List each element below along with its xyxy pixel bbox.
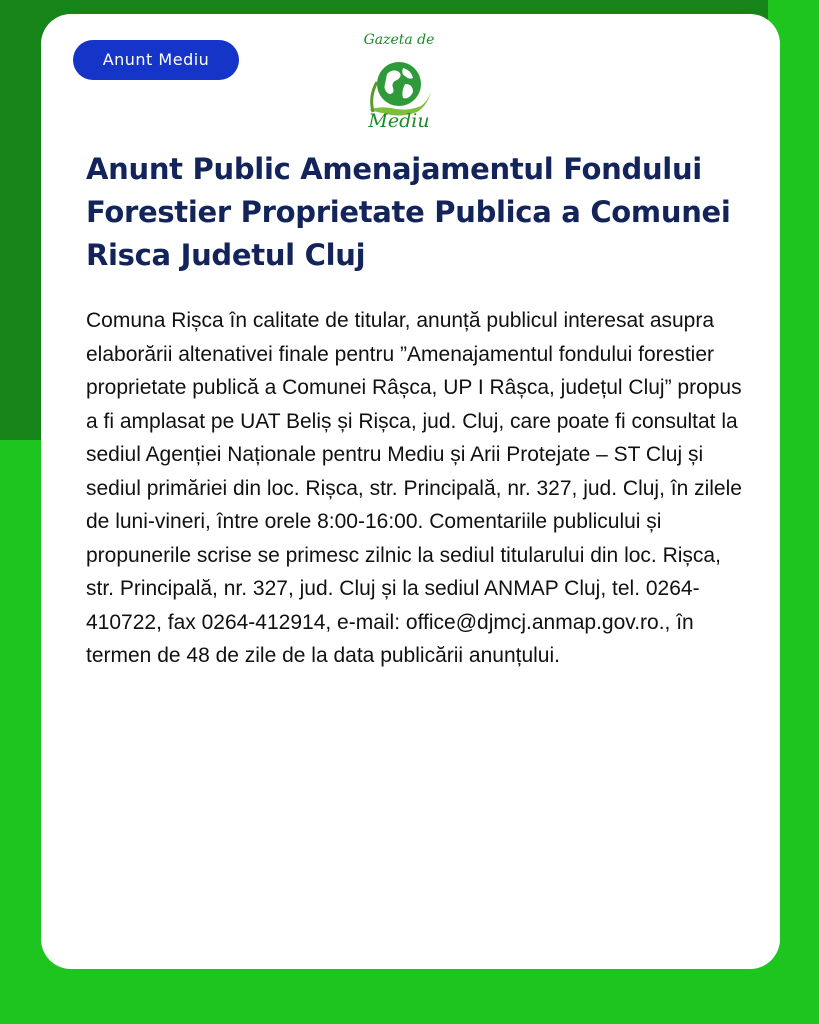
- category-badge[interactable]: Anunt Mediu: [73, 40, 239, 80]
- logo-top-text: Gazeta de: [363, 32, 435, 48]
- globe-leaf-icon: [363, 54, 435, 116]
- announcement-body: Comuna Rișca în calitate de titular, anunță publicul interesat asupra elaborării altenativei finale pentru ”Amenajamentul fondului forestier proprietate publică a Comunei Râșca, UP I Râșca, județul Cluj” propus a fi amplasat pe UAT Beliș și Rișca, jud. Cluj, care poate fi consultat la sediul Agenției Naționale pentru Mediu și Arii Protejate – ST Cluj și sediul primăriei din loc. Rișca, str. Principală, nr. 327, jud. Cluj, în zilele de luni-vineri, între orele 8:00-16:00. Comentariile publicului și propunerile scrise se primesc zilnic la sediul titularului din loc. Rișca, str. Principală, nr. 327, jud. Cluj și la sediul ANMAP Cluj, tel. 0264-410722, fax 0264-412914, e-mail: office@djmcj.anmap.gov.ro., în termen de 48 de zile de la data publicării anunțului.: [86, 309, 742, 667]
- announcement-title: Anunt Public Amenajamentul Fondului Forestier Proprietate Publica a Comunei Risca Judetul Cluj: [86, 152, 731, 272]
- announcement-card: [41, 14, 780, 969]
- logo-bottom-text: Mediu: [368, 110, 430, 132]
- gazeta-de-mediu-logo: [353, 24, 445, 142]
